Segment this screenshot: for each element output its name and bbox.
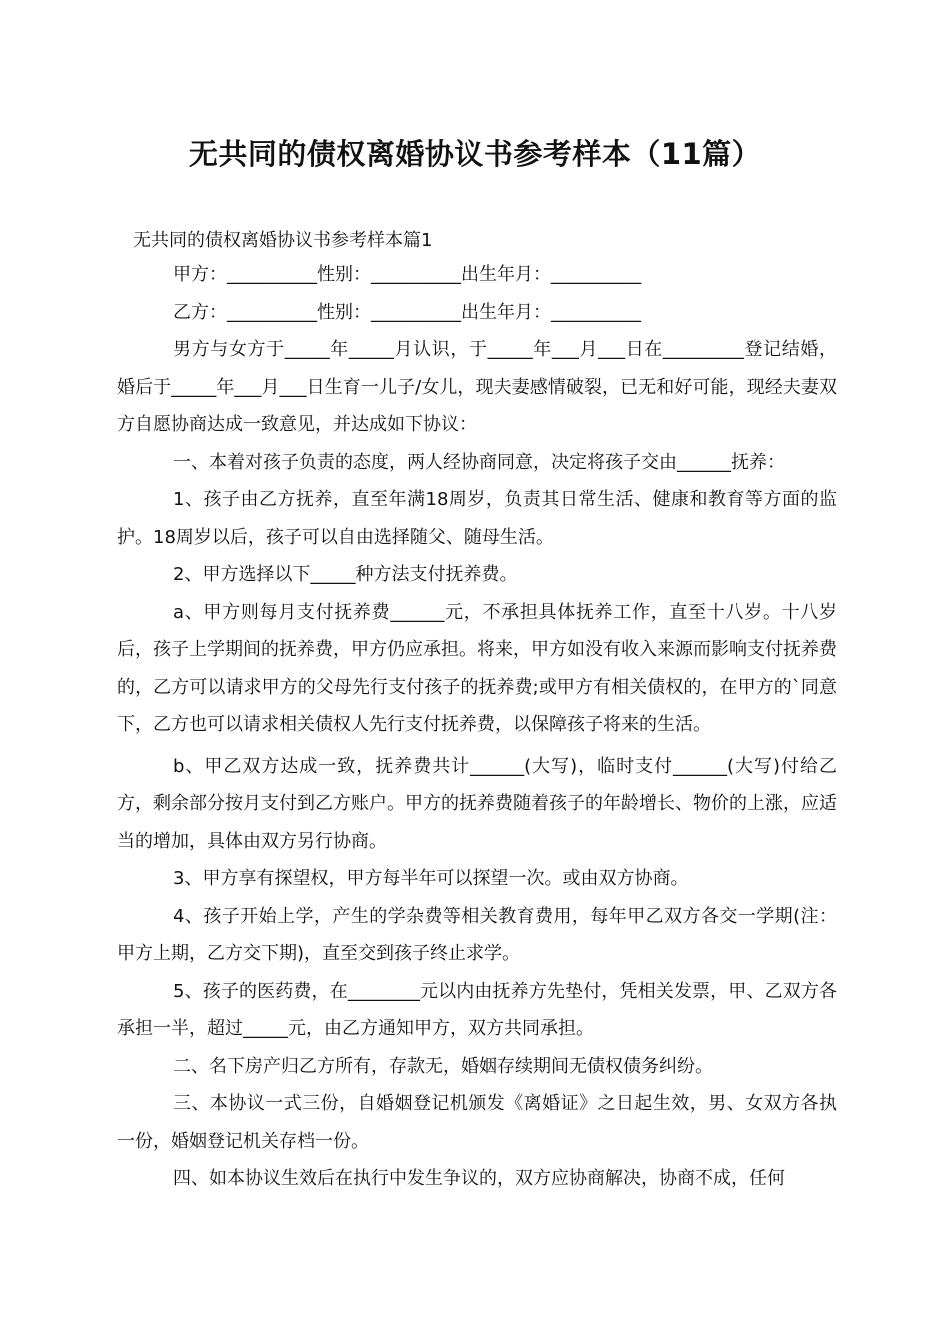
intro-paragraph: 男方与女方于_____年_____月认识，于_____年___月___日在_________登记结婚，婚后于_____年___月___日生育一儿子/女儿，现夫妻感情破裂，已无和好可能，现经夫妻双方自愿协商达成一致意见，并达成如下协议： bbox=[117, 339, 837, 435]
clause-1-1: 1、孩子由乙方抚养，直至年满18周岁，负责其日常生活、健康和教育等方面的监护。18周岁以后，孩子可以自由选择随父、随母生活。 bbox=[117, 489, 837, 548]
clause-3: 三、本协议一式三份，自婚姻登记机颁发《离婚证》之日起生效，男、女双方各执一份，婚姻登记机关存档一份。 bbox=[117, 1093, 837, 1152]
document-title: 无共同的债权离婚协议书参考样本（11篇） bbox=[188, 137, 762, 171]
document-body bbox=[117, 256, 837, 1198]
clause-4: 四、如本协议生效后在执行中发生争议的，双方应协商解决，协商不成，任何 bbox=[173, 1168, 785, 1189]
section-heading: 无共同的债权离婚协议书参考样本篇1 bbox=[133, 230, 433, 251]
clause-1-4: 4、孩子开始上学，产生的学杂费等相关教育费用，每年甲乙双方各交一学期(注：甲方上期，乙方交下期)，直至交到孩子终止求学。 bbox=[117, 905, 837, 964]
party-a-line: 甲方：__________性别：__________出生年月：__________ bbox=[173, 264, 641, 285]
clause-1-heading: 一、本着对孩子负责的态度，两人经协商同意，决定将孩子交由______抚养： bbox=[173, 451, 785, 473]
clause-2: 二、名下房产归乙方所有，存款无，婚姻存续期间无债权债务纠纷。 bbox=[173, 1055, 713, 1077]
clause-1-5: 5、孩子的医药费，在________元以内由抚养方先垫付，凭相关发票，甲、乙双方各承担一半，超过_____元，由乙方通知甲方，双方共同承担。 bbox=[117, 980, 837, 1039]
party-b-line: 乙方：__________性别：__________出生年月：__________ bbox=[173, 301, 641, 323]
clause-1-2-b: b、甲乙双方达成一致，抚养费共计______(大写)，临时支付______(大写)付给乙方，剩余部分按月支付到乙方账户。甲方的抚养费随着孩子的年龄增长、物价的上涨，应适当的增加，具体由双方另行协商。 bbox=[117, 755, 837, 852]
clause-1-3: 3、甲方享有探望权，甲方每半年可以探望一次。或由双方协商。 bbox=[173, 868, 689, 889]
clause-1-2-a: a、甲方则每月支付抚养费______元，不承担具体抚养工作，直至十八岁。十八岁后，孩子上学期间的抚养费，甲方仍应承担。将来，甲方如没有收入来源而影响支付抚养费的，乙方可以请求甲方的父母先行支付孩子的抚养费;或甲方有相关债权的，在甲方的`同意下，乙方也可以请求相关债权人先行支付抚养费，以保障孩子将来的生活。 bbox=[117, 601, 837, 735]
clause-1-2: 2、甲方选择以下_____种方法支付抚养费。 bbox=[173, 564, 518, 585]
